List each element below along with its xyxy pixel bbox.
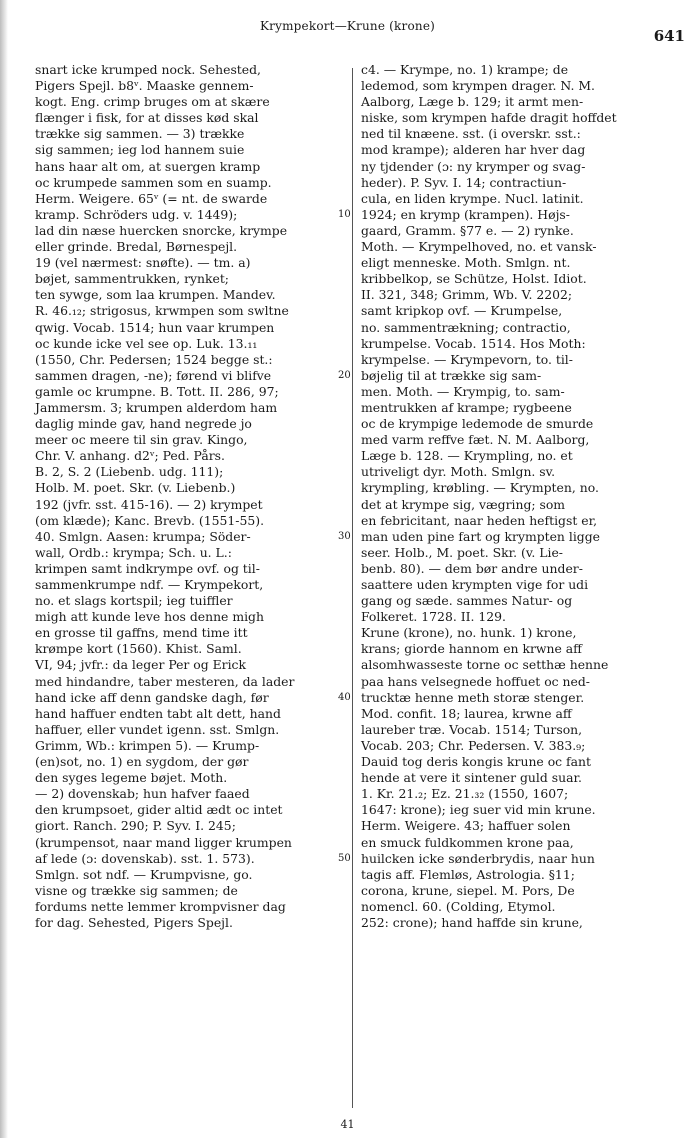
text-line: alsomhwasseste torne oc setthæ henne xyxy=(361,657,609,673)
text-line: hende at vere it sintener guld suar. xyxy=(361,770,582,786)
text-line: (om klæde); Kanc. Brevb. (1551-55). xyxy=(35,512,265,528)
text-line: kogt. Eng. crimp bruges om at skære xyxy=(35,94,270,110)
text-line: hans haar alt om, at suergen kramp xyxy=(35,158,261,174)
text-line: saattere uden krympten vige for udi xyxy=(361,577,589,592)
text-line: eligt menneske. Moth. Smlgn. nt. xyxy=(361,255,571,271)
text-line: nomencl. 60. (Colding, Etymol. xyxy=(361,898,556,914)
text-line: fordums nette lemmer krompvisner dag xyxy=(35,898,286,914)
text-line: 252: crone); hand haffde sin krune, xyxy=(361,914,583,930)
text-line: Pigers Spejl. b8ᵛ. Maaske gennem- xyxy=(35,78,254,94)
text-line: med hindandre, taber mesteren, da lader xyxy=(35,673,295,689)
text-line: for dag. Sehested, Pigers Spejl. xyxy=(35,914,233,930)
text-line: Grimm, Wb.: krimpen 5). — Krump- xyxy=(35,737,260,753)
text-line: Krune (krone), no. hunk. 1) krone, xyxy=(361,625,577,641)
text-line: oc krumpede sammen som en suamp. xyxy=(35,174,272,190)
text-line: tagis aff. Flemløs, Astrologia. §11; xyxy=(361,866,575,882)
left-column xyxy=(35,62,345,931)
text-line: men. Moth. — Krympig, to. sam- xyxy=(361,383,565,399)
text-line: Chr. V. anhang. d2ᵛ; Ped. Pårs. xyxy=(35,448,225,464)
text-line: laureber træ. Vocab. 1514; Turson, xyxy=(361,721,583,737)
text-line: oc kunde icke vel see op. Luk. 13.₁₁ xyxy=(35,335,258,351)
line-number: 30 xyxy=(338,530,351,542)
page-number: 641 xyxy=(653,27,685,45)
text-line: man uden pine fart og krympten ligge xyxy=(361,528,600,544)
text-line: Vocab. 203; Chr. Pedersen. V. 383.₉; xyxy=(361,737,586,753)
text-line: ten sywge, som laa krumpen. Mandev. xyxy=(35,287,276,303)
text-line: den krumpsoet, gider altid ædt oc intet xyxy=(35,802,283,818)
text-line: trucktæ henne meth storæ stenger. xyxy=(361,689,585,705)
text-line: gang og sæde. sammes Natur- og xyxy=(361,593,573,609)
text-line: 1647: krone); ieg suer vid min krune. xyxy=(361,802,596,818)
text-line: (en)sot, no. 1) en sygdom, der gør xyxy=(35,754,249,770)
text-line: giort. Ranch. 290; P. Syv. I. 245; xyxy=(35,818,236,834)
text-line: Herm. Weigere. 65ᵛ (= nt. de swarde xyxy=(35,190,268,206)
text-line: 19 (vel nærmest: snøfte). — tm. a) xyxy=(35,255,251,271)
text-line: benb. 80). — dem bør andre under- xyxy=(361,560,583,576)
text-line: mod krampe); alderen har hver dag xyxy=(361,142,586,158)
text-line: krympelse. — Krympevorn, to. til- xyxy=(361,351,573,367)
text-line: krømpe kort (1560). Khist. Saml. xyxy=(35,641,242,657)
text-line: hand icke aff denn gandske dagh, før xyxy=(35,689,269,705)
text-line: 192 (jvfr. sst. 415-16). — 2) krympet xyxy=(35,496,263,512)
text-line: lad din næse huercken snorcke, krympe xyxy=(35,222,288,238)
text-line: utriveligt dyr. Moth. Smlgn. sv. xyxy=(361,464,556,480)
page-edge-shadow xyxy=(0,0,8,1138)
text-line: sig sammen; ieg lod hannem suie xyxy=(35,142,245,158)
text-line: ny tjdender (ɔ: ny krymper og svag- xyxy=(361,158,586,174)
text-line: snart icke krumped nock. Sehested, xyxy=(35,62,261,77)
line-number: 40 xyxy=(338,691,351,703)
text-line: (1550, Chr. Pedersen; 1524 begge st.: xyxy=(35,351,273,367)
text-line: den syges legeme bøjet. Moth. xyxy=(35,770,228,786)
text-line: heder). P. Syv. I. 14; contractiun- xyxy=(361,174,567,190)
text-line: bøjet, sammentrukken, rynket; xyxy=(35,271,229,287)
text-line: corona, krune, siepel. M. Pors, De xyxy=(361,882,575,898)
line-number: 10 xyxy=(338,208,351,220)
text-line: Smlgn. sot ndf. — Krumpvisne, go. xyxy=(35,866,253,882)
text-line: meer oc meere til sin grav. Kingo, xyxy=(35,432,248,448)
text-line: c4. — Krympe, no. 1) krampe; de xyxy=(361,62,569,77)
text-line: sammen dragen, -ne); førend vi blifve xyxy=(35,367,272,383)
text-line: af lede (ɔ: dovenskab). sst. 1. 573). xyxy=(35,850,255,866)
text-line: Mod. confit. 18; laurea, krwne aff xyxy=(361,705,572,721)
text-line: kramp. Schröders udg. v. 1449); xyxy=(35,206,238,222)
text-line: Folkeret. 1728. II. 129. xyxy=(361,609,506,625)
text-line: Holb. M. poet. Skr. (v. Liebenb.) xyxy=(35,480,236,496)
text-line: (krumpensot, naar mand ligger krumpen xyxy=(35,834,292,850)
text-line: eller grinde. Bredal, Børnespejl. xyxy=(35,239,238,255)
text-line: trække sig sammen. — 3) trække xyxy=(35,126,245,142)
text-line: 1924; en krymp (krampen). Højs- xyxy=(361,206,570,222)
text-line: en smuck fuldkommen krone paa, xyxy=(361,834,574,850)
text-line: haffuer, eller vundet igenn. sst. Smlgn. xyxy=(35,721,280,737)
text-line: Dauid tog deris kongis krune oc fant xyxy=(361,754,591,770)
text-line: ned til knæene. sst. (i overskr. sst.: xyxy=(361,126,581,142)
text-line: niske, som krympen hafde dragit hoffdet xyxy=(361,110,617,126)
text-line: VI, 94; jvfr.: da leger Per og Erick xyxy=(35,657,247,673)
text-line: migh att kunde leve hos denne migh xyxy=(35,609,264,625)
text-line: — 2) dovenskab; hun hafver faaed xyxy=(35,786,250,802)
text-line: qwig. Vocab. 1514; hun vaar krumpen xyxy=(35,319,275,335)
text-line: krumpelse. Vocab. 1514. Hos Moth: xyxy=(361,335,586,351)
text-line: flænger i fisk, for at disses kød skal xyxy=(35,110,259,126)
text-line: wall, Ordb.: krympa; Sch. u. L.: xyxy=(35,544,232,560)
text-line: bøjelig til at trække sig sam- xyxy=(361,367,542,383)
text-line: samt kripkop ovf. — Krumpelse, xyxy=(361,303,563,319)
text-line: hand haffuer endten tabt alt dett, hand xyxy=(35,705,281,721)
text-line: visne og trække sig sammen; de xyxy=(35,882,238,898)
text-line: krimpen samt indkrympe ovf. og til- xyxy=(35,560,260,576)
text-line: krympling, krøbling. — Krympten, no. xyxy=(361,480,599,496)
text-line: Herm. Weigere. 43; haffuer solen xyxy=(361,818,571,834)
text-line: daglig minde gav, hand negrede jo xyxy=(35,416,252,432)
text-line: sammenkrumpe ndf. — Krympekort, xyxy=(35,577,264,592)
text-line: Jammersm. 3; krumpen alderdom ham xyxy=(35,399,278,415)
text-line: det at krympe sig, vægring; som xyxy=(361,496,566,512)
running-header: Krympekort—Krune (krone) xyxy=(260,19,435,33)
text-line: no. sammentrækning; contractio, xyxy=(361,319,571,335)
text-line: paa hans velsegnede hoffuet oc ned- xyxy=(361,673,590,689)
text-line: gamle oc krumpne. B. Tott. II. 286, 97; xyxy=(35,383,279,399)
text-line: R. 46.₁₂; strigosus, krwmpen som swltne xyxy=(35,303,289,319)
text-line: en grosse til gaffns, mend time itt xyxy=(35,625,248,641)
text-line: no. et slags kortspil; ieg tuiffler xyxy=(35,593,233,609)
text-line: B. 2, S. 2 (Liebenb. udg. 111); xyxy=(35,464,224,480)
text-line: 40. Smlgn. Aasen: krumpa; Söder- xyxy=(35,528,251,544)
text-line: II. 321, 348; Grimm, Wb. V. 2202; xyxy=(361,287,573,303)
line-number: 50 xyxy=(338,852,351,864)
line-number: 20 xyxy=(338,369,351,381)
text-line: huilcken icke sønderbrydis, naar hun xyxy=(361,850,595,866)
text-line: Læge b. 128. — Krympling, no. et xyxy=(361,448,573,464)
signature-mark: 41 xyxy=(340,1118,355,1131)
text-line: oc de krympige ledemode de smurde xyxy=(361,416,594,432)
text-line: gaard, Gramm. §77 e. — 2) rynke. xyxy=(361,222,574,238)
text-line: 1. Kr. 21.₂; Ez. 21.₃₂ (1550, 1607; xyxy=(361,786,569,802)
text-line: krans; giorde hannom en krwne aff xyxy=(361,641,582,657)
text-line: en febricitant, naar heden heftigst er, xyxy=(361,512,598,528)
text-line: seer. Holb., M. poet. Skr. (v. Lie- xyxy=(361,544,563,560)
column-divider xyxy=(352,68,353,1108)
text-line: Moth. — Krympelhoved, no. et vansk- xyxy=(361,239,597,255)
text-line: ledemod, som krympen drager. N. M. xyxy=(361,78,595,94)
text-line: med varm reffve fæt. N. M. Aalborg, xyxy=(361,432,590,448)
text-line: kribbelkop, se Schütze, Holst. Idiot. xyxy=(361,271,587,287)
right-column xyxy=(361,62,686,931)
text-line: mentrukken af krampe; rygbeene xyxy=(361,399,572,415)
text-line: Aalborg, Læge b. 129; it armt men- xyxy=(361,94,584,110)
text-line: cula, en liden krympe. Nucl. latinit. xyxy=(361,190,584,206)
